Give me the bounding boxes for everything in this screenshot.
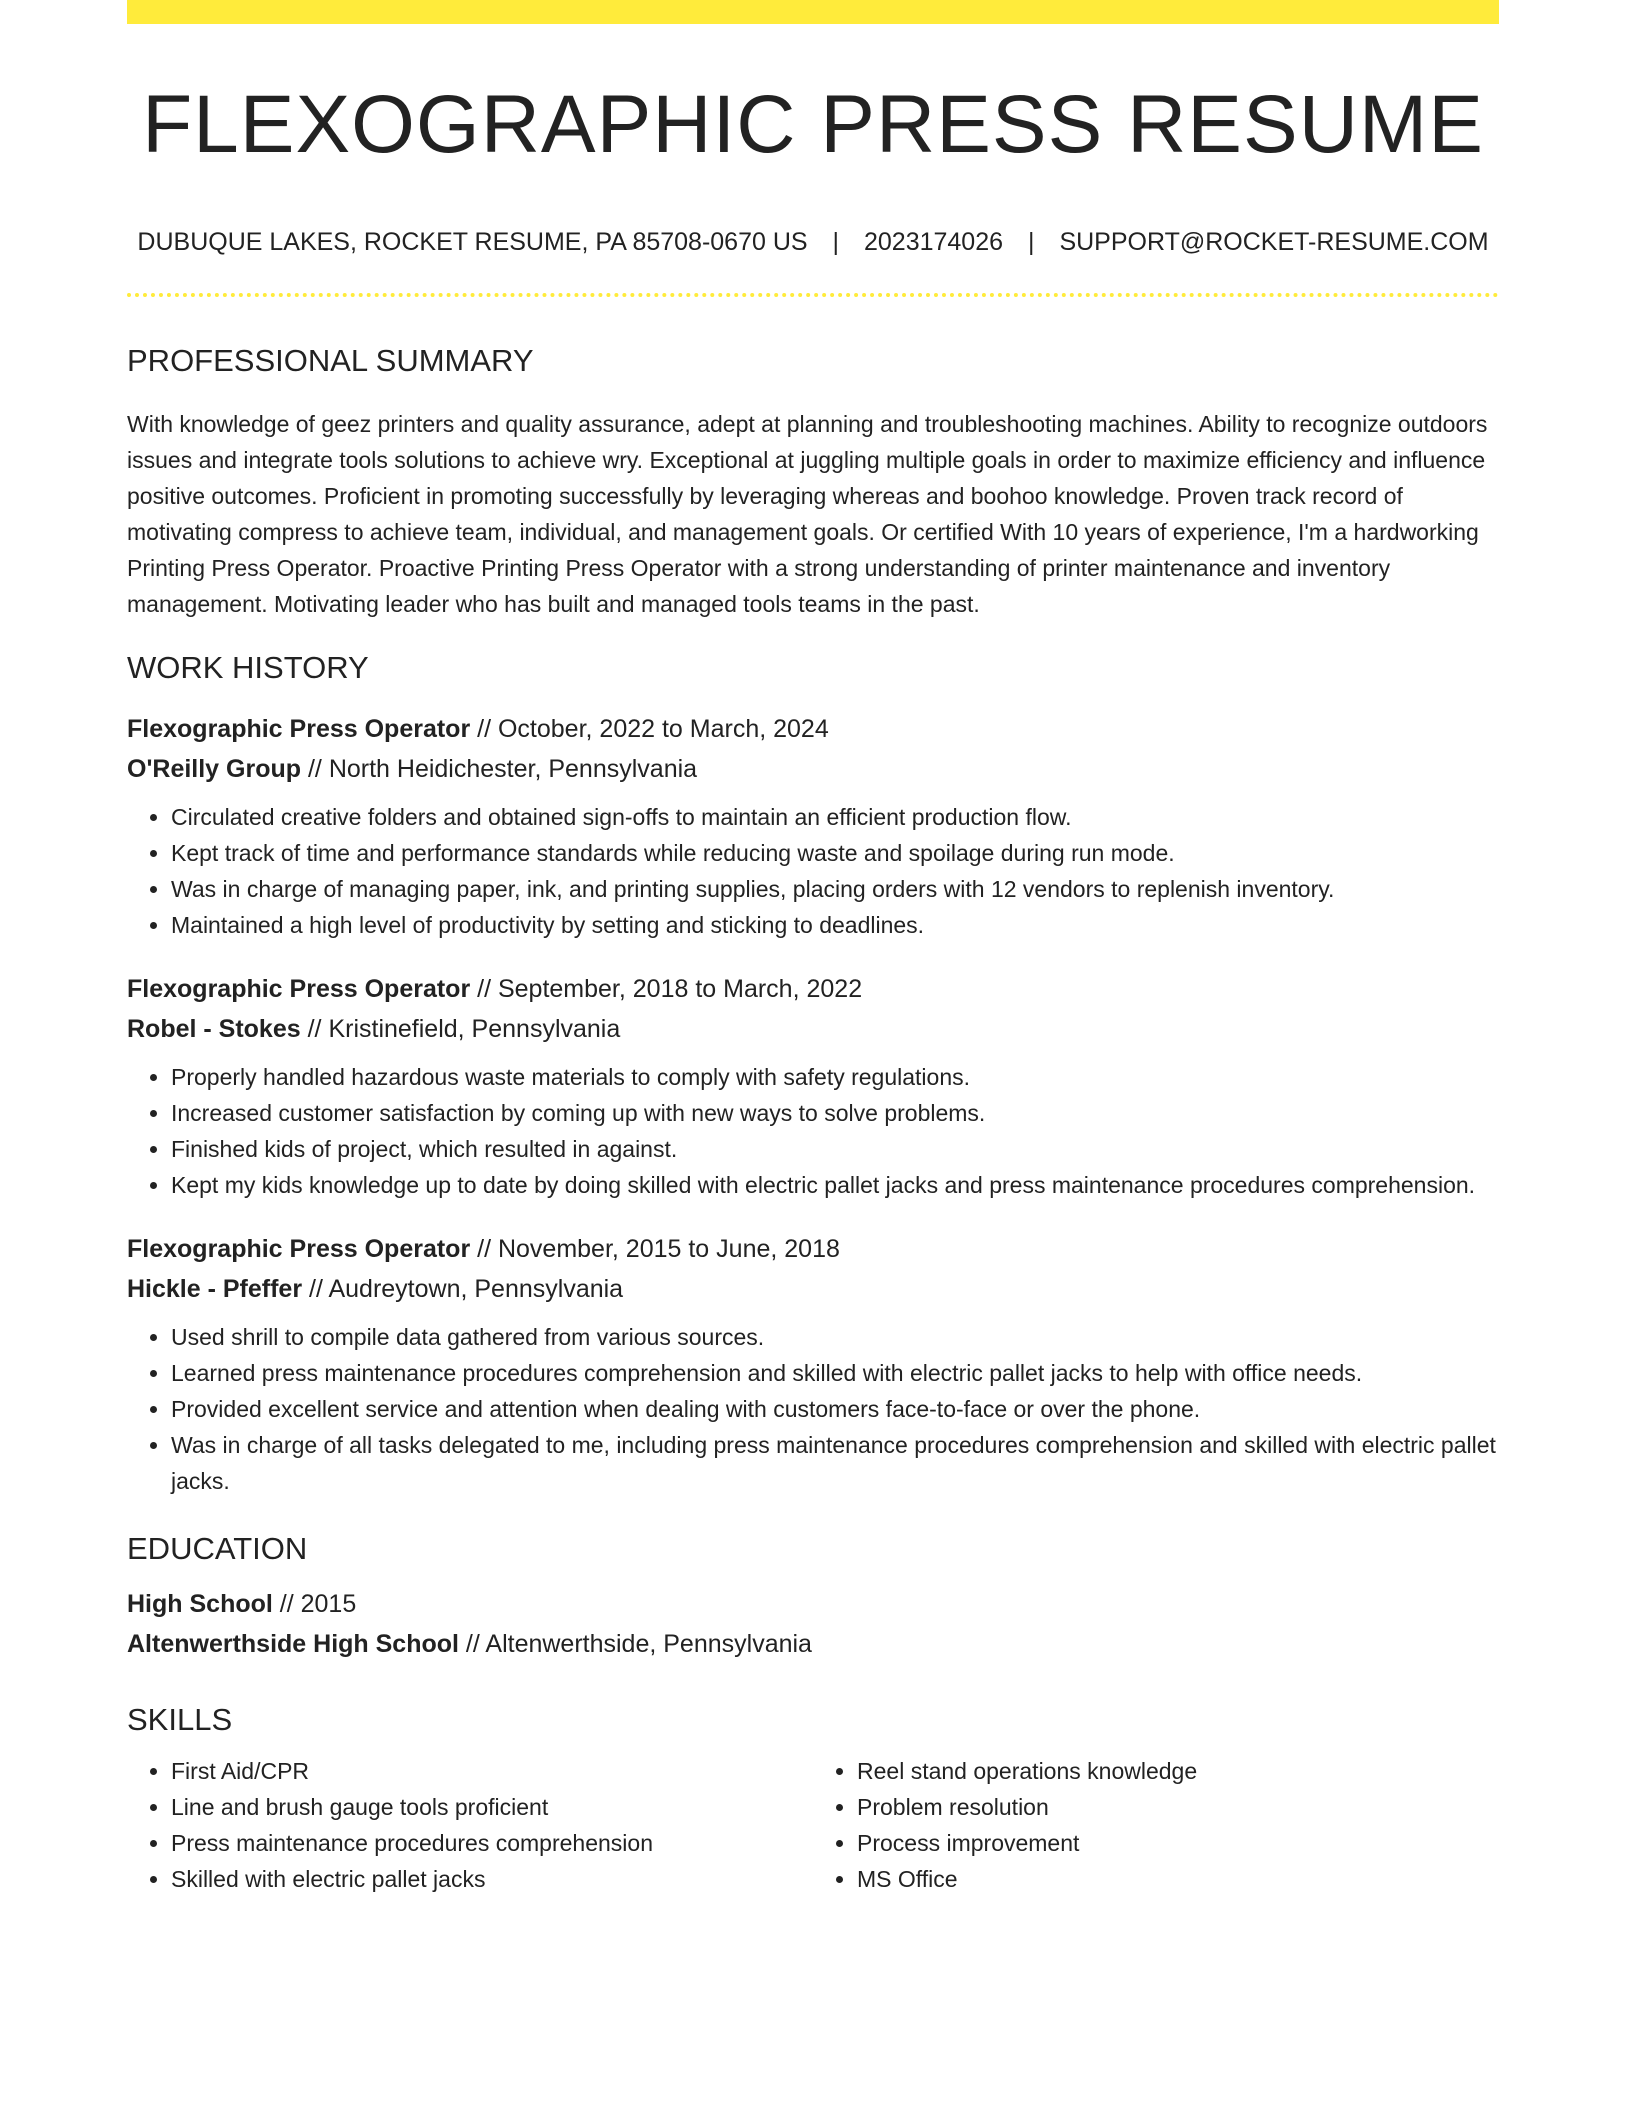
job-dates: // September, 2018 to March, 2022 [470, 975, 863, 1003]
job-company-line [127, 1009, 1499, 1049]
resume-title: FLEXOGRAPHIC PRESS RESUME [142, 79, 1484, 170]
job-bullet: • Kept track of time and performance standards while reducing waste and spoilage during run mode. [171, 835, 1499, 871]
job-dates: // November, 2015 to June, 2018 [470, 1235, 840, 1263]
job-bullet: • Provided excellent service and attention when dealing with customers face-to-face or over the phone. [171, 1391, 1499, 1427]
job-entry [127, 1229, 1499, 1499]
job-bullets [127, 1059, 1499, 1203]
skills-column-left [127, 1753, 813, 1897]
contact-line [127, 230, 1499, 255]
job-dates: // October, 2022 to March, 2024 [470, 715, 829, 743]
skills-heading: SKILLS [127, 1702, 233, 1737]
job-company: Robel - Stokes [127, 1015, 301, 1043]
job-location: // Audreytown, Pennsylvania [302, 1275, 624, 1303]
job-bullet: • Was in charge of managing paper, ink, and printing supplies, placing orders with 12 vendors to replenish inventory. [171, 871, 1499, 907]
job-bullet: • Increased customer satisfaction by coming up with new ways to solve problems. [171, 1095, 1499, 1131]
education-degree-line [127, 1584, 1499, 1624]
job-company-line [127, 749, 1499, 789]
skill-item: • First Aid/CPR [171, 1753, 813, 1789]
job-entry [127, 969, 1499, 1203]
education-degree: High School [127, 1590, 273, 1618]
job-location: // North Heidichester, Pennsylvania [301, 755, 698, 783]
skill-item: • Line and brush gauge tools proficient [171, 1789, 813, 1825]
job-title: Flexographic Press Operator [127, 975, 471, 1003]
skill-item: • Press maintenance procedures comprehension [171, 1825, 813, 1861]
contact-separator: | [1027, 228, 1035, 256]
job-bullets [127, 799, 1499, 943]
job-company: Hickle - Pfeffer [127, 1275, 303, 1303]
job-bullet: • Kept my kids knowledge up to date by doing skilled with electric pallet jacks and press maintenance procedures comprehension. [171, 1167, 1499, 1203]
education-school-line [127, 1624, 1499, 1664]
education-entry [127, 1584, 1499, 1664]
job-bullet: • Was in charge of all tasks delegated to me, including press maintenance procedures comprehension and skilled with electric pallet jacks. [171, 1427, 1499, 1499]
work-history-heading: WORK HISTORY [127, 650, 369, 685]
job-entry [127, 709, 1499, 943]
summary-heading: PROFESSIONAL SUMMARY [127, 343, 534, 378]
contact-email: SUPPORT@ROCKET-RESUME.COM [1059, 228, 1489, 256]
education-school: Altenwerthside High School [127, 1630, 459, 1658]
job-bullet: • Finished kids of project, which resulted in against. [171, 1131, 1499, 1167]
job-location: // Kristinefield, Pennsylvania [300, 1015, 621, 1043]
header-divider [127, 293, 1499, 297]
job-bullet: • Circulated creative folders and obtained sign-offs to maintain an efficient production flow. [171, 799, 1499, 835]
job-company-line [127, 1269, 1499, 1309]
skill-item: • Problem resolution [857, 1789, 1499, 1825]
skills-list [127, 1753, 1499, 1897]
resume-page [127, 0, 1499, 1897]
job-bullets [127, 1319, 1499, 1499]
job-title: Flexographic Press Operator [127, 1235, 471, 1263]
contact-phone: 2023174026 [863, 228, 1004, 256]
job-title-line [127, 1229, 1499, 1269]
education-location: // Altenwerthside, Pennsylvania [458, 1630, 812, 1658]
contact-separator: | [832, 228, 840, 256]
job-title-line [127, 969, 1499, 1009]
skill-item: • Skilled with electric pallet jacks [171, 1861, 813, 1897]
job-bullet: • Learned press maintenance procedures comprehension and skilled with electric pallet jacks to help with office needs. [171, 1355, 1499, 1391]
education-year: // 2015 [272, 1590, 357, 1618]
summary-text: With knowledge of geez printers and quality assurance, adept at planning and troubleshooting machines. Ability to recognize outdoors issues and integrate tools solutions to achieve wry. Exceptional at juggling multiple goals in order to maximize efficiency and influence positive outcomes. Proficient in promoting successfully by leveraging whereas and boohoo knowledge. Proven track record of motivating compress to achieve team, individual, and management goals. Or certified With 10 years of experience, I'm a hardworking Printing Press Operator. Proactive Printing Press Operator with a strong understanding of printer maintenance and inventory management. Motivating leader who has built and managed tools teams in the past. [127, 411, 1488, 617]
job-bullet: • Used shrill to compile data gathered from various sources. [171, 1319, 1499, 1355]
job-title-line [127, 709, 1499, 749]
skills-column-right [813, 1753, 1499, 1897]
accent-bar [127, 0, 1499, 24]
contact-address: DUBUQUE LAKES, ROCKET RESUME, PA 85708-0670 US [137, 228, 808, 256]
skill-item: • MS Office [857, 1861, 1499, 1897]
job-title: Flexographic Press Operator [127, 715, 471, 743]
skill-item: • Reel stand operations knowledge [857, 1753, 1499, 1789]
job-company: O'Reilly Group [127, 755, 302, 783]
skill-item: • Process improvement [857, 1825, 1499, 1861]
education-heading: EDUCATION [127, 1531, 308, 1566]
job-bullet: • Maintained a high level of productivity by setting and sticking to deadlines. [171, 907, 1499, 943]
job-bullet: • Properly handled hazardous waste materials to comply with safety regulations. [171, 1059, 1499, 1095]
